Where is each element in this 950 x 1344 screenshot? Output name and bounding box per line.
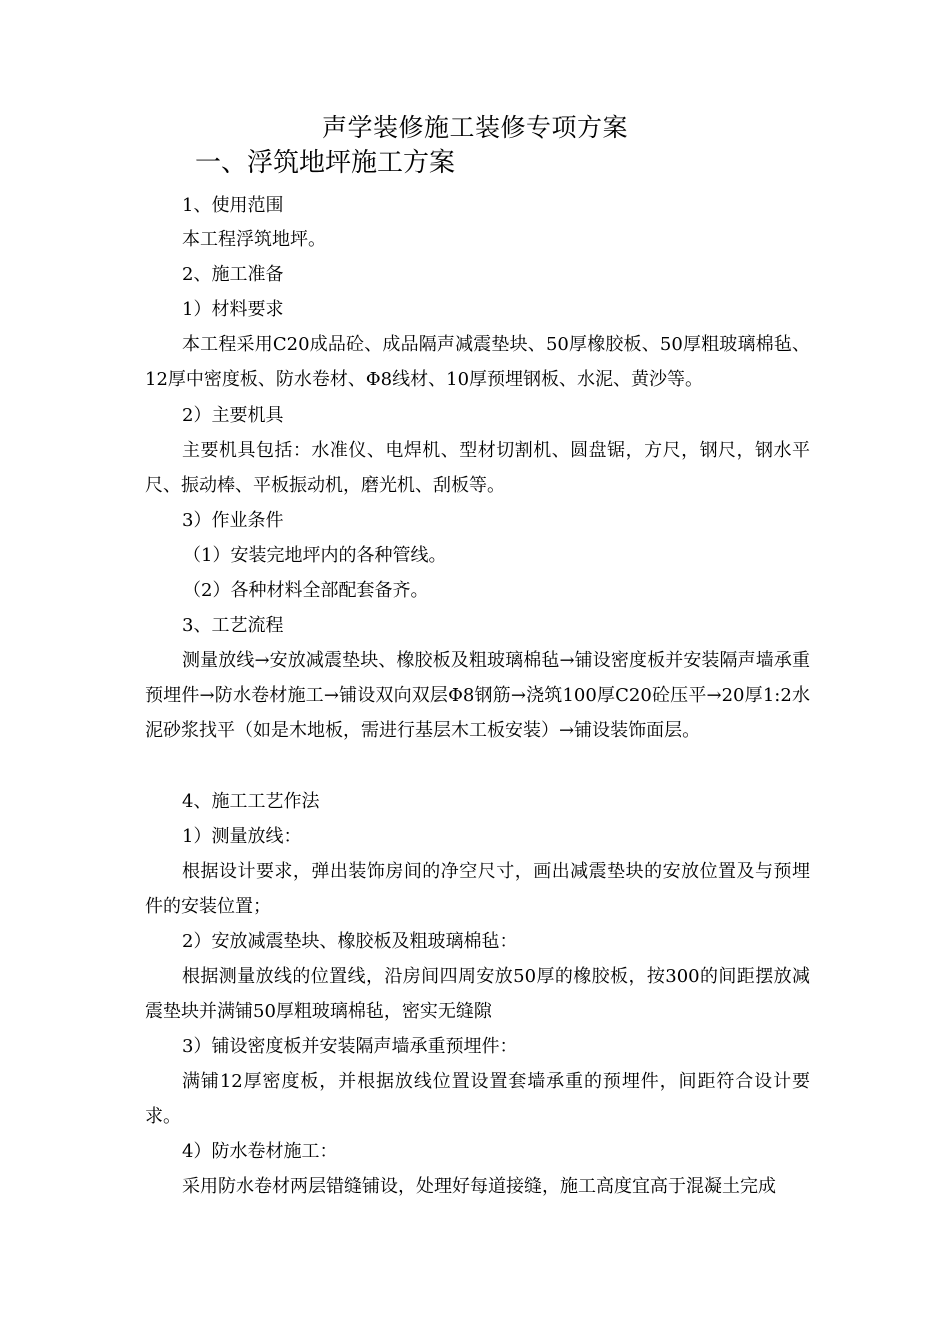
paragraph: 2）主要机具 xyxy=(182,405,284,426)
section-heading: 一、浮筑地坪施工方案 xyxy=(195,148,456,178)
document-title: 声学装修施工装修专项方案 xyxy=(321,113,628,142)
paragraph: 3）铺设密度板并安装隔声墙承重预埋件： xyxy=(182,1036,518,1057)
paragraph: 1）测量放线： xyxy=(182,826,302,847)
paragraph: 4）防水卷材施工： xyxy=(182,1141,338,1162)
paragraph: 本工程浮筑地坪。 xyxy=(182,229,326,250)
paragraph: 根据测量放线的位置线，沿房间四周安放50厚的橡胶板，按300的间距摆放减震垫块并满铺50厚粗玻璃棉毡，密实无缝隙 xyxy=(145,966,810,1022)
paragraph: 满铺12厚密度板，并根据放线位置设置套墙承重的预埋件，间距符合设计要求。 xyxy=(145,1071,810,1127)
paragraph: 3、工艺流程 xyxy=(182,615,284,636)
paragraph: 1）材料要求 xyxy=(182,299,284,320)
paragraph: 主要机具包括：水准仪、电焊机、型材切割机、圆盘锯，方尺，钢尺，钢水平尺、振动棒、平板振动机，磨光机、刮板等。 xyxy=(145,440,810,496)
paragraph: 3）作业条件 xyxy=(182,510,284,531)
paragraph: 2）安放减震垫块、橡胶板及粗玻璃棉毡： xyxy=(182,931,518,952)
paragraph: 1、使用范围 xyxy=(182,195,284,216)
paragraph: 本工程采用C20成品砼、成品隔声减震垫块、50厚橡胶板、50厚粗玻璃棉毡、12厚中密度板、防水卷材、Φ8线材、10厚预埋钢板、水泥、黄沙等。 xyxy=(145,334,810,390)
paragraph: 4、施工工艺作法 xyxy=(182,791,320,812)
paragraph: （1）安装完地坪内的各种管线。 xyxy=(183,545,447,566)
paragraph: 2、施工准备 xyxy=(182,264,284,285)
paragraph: 根据设计要求，弹出装饰房间的净空尺寸，画出减震垫块的安放位置及与预埋件的安装位置； xyxy=(145,861,810,917)
paragraph: 测量放线→安放减震垫块、橡胶板及粗玻璃棉毡→铺设密度板并安装隔声墙承重预埋件→防水卷材施工→铺设双向双层Φ8钢筋→浇筑100厚C20砼压平→20厚1:2水泥砂浆找平（如是木地板，需进行基层木工板安装）→铺设装饰面层。 xyxy=(145,650,810,741)
paragraph: 采用防水卷材两层错缝铺设，处理好每道接缝，施工高度宜高于混凝土完成 xyxy=(182,1176,776,1197)
paragraph: （2）各种材料全部配套备齐。 xyxy=(183,580,429,601)
